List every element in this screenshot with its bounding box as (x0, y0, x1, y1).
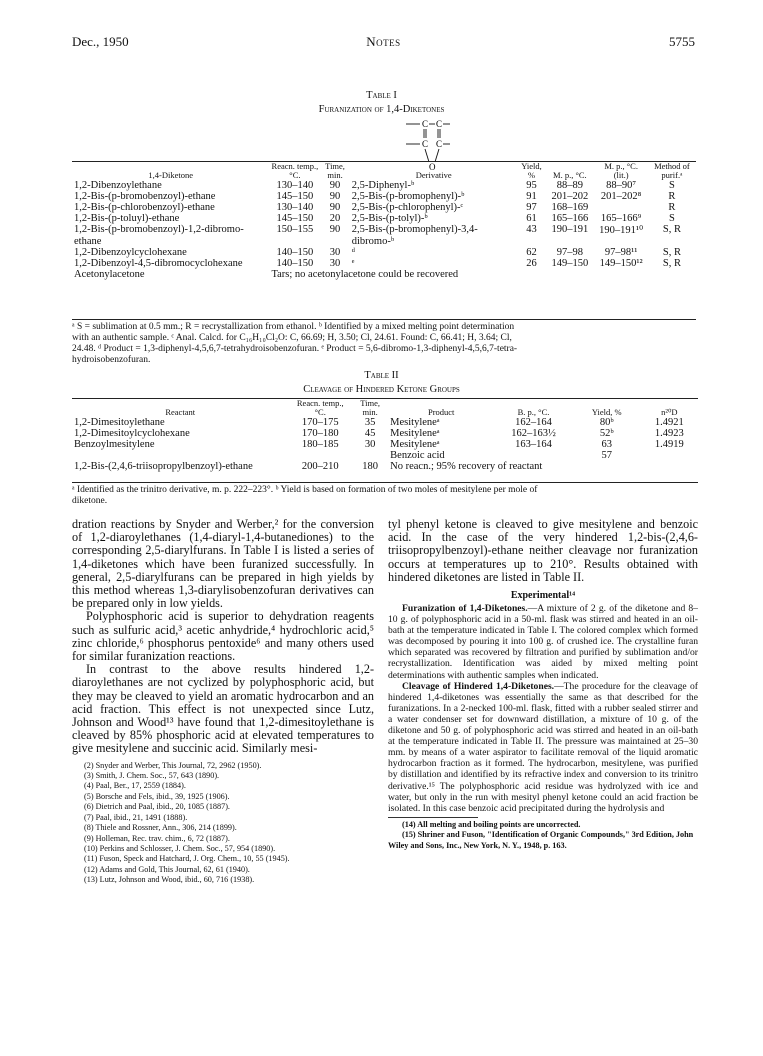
table1-cell-derivative: ᵉ (351, 258, 355, 269)
table2-footnote: ᵃ Identified as the trinitro derivative, m. p. 222–223°. ᵇ Yield is based on formation of two moles of mesitylene per mole of (72, 485, 538, 495)
table2-cell-time: 35 (364, 417, 376, 428)
table2-cell-time (352, 450, 388, 461)
table1-cell-time: 90 (329, 202, 341, 213)
table2-cell-bp (494, 450, 573, 461)
table1-cell-mplit: 165–166⁹ (600, 213, 642, 224)
table1-cell-mp: 165–166 (551, 213, 589, 224)
references-list (72, 761, 374, 886)
table1-cell-method: S, R (662, 258, 681, 269)
footnotes-list (388, 820, 698, 851)
table1-cell-time (320, 236, 349, 247)
table2-cell-yield: 52ᵇ (599, 428, 614, 439)
table2-cell-reactant: Benzoylmesitylene (74, 439, 155, 450)
subheading: Furanization of 1,4-Diketones. (402, 603, 528, 615)
table1-cell-method: S, R (662, 224, 681, 235)
table1-cell-diketone: 1,2-Dibenzoylcyclohexane (74, 247, 187, 258)
table1-acetonylacetone-row (72, 269, 696, 280)
table1-cell-temp: 145–150 (276, 191, 314, 202)
table1-col-method: Method of purif.ᵃ (654, 161, 690, 180)
table1-cell-mp: 190–191 (551, 224, 589, 235)
table2-bottom-rule (72, 482, 698, 483)
table1-cell-yield: 62 (526, 247, 537, 258)
table2-col-yield: Yield, % (591, 407, 622, 417)
table1-cell-mplit: 190–191¹⁰ (599, 225, 644, 236)
table1-cell-yield: 61 (526, 213, 537, 224)
table1-cell-temp: 130–140 (276, 202, 314, 213)
table1-col-mp: M. p., °C. (553, 170, 587, 180)
table-row (72, 202, 696, 213)
table-row (72, 180, 696, 191)
table1-cell-mplit: 201–202⁸ (600, 191, 642, 202)
table1-footnotes (72, 322, 698, 366)
table1-footnote: with an authentic sample. ᶜ Anal. Calcd. for C₁₆H₁₀Cl₂O: C, 66.69; H, 3.50; Cl, 24.61. Found: C, 66.41; H, 3.64; Cl, (72, 333, 512, 343)
table2-col-product: Product (427, 407, 455, 417)
table-row (72, 236, 696, 247)
table-row (72, 247, 696, 258)
table1-cell-mp: 97–98 (556, 247, 583, 258)
table1-cell-yield: 97 (526, 202, 537, 213)
table1-cell-diketone: 1,2-Bis-(p-bromobenzoyl)-ethane (74, 191, 216, 202)
table1-caption: Table I (366, 90, 397, 101)
table2-cell-time: 30 (364, 439, 376, 450)
table2-cell-temp: 170–180 (301, 428, 339, 439)
table1-cell-derivative: 2,5-Diphenyl-ᵇ (351, 180, 415, 191)
table2-cell-reactant: 1,2-Dimesitoylcyclohexane (74, 428, 190, 439)
table1-cell-derivative: 2,5-Bis-(p-bromophenyl)-ᵇ (351, 191, 465, 202)
table2-caption: Table II (364, 370, 399, 381)
table1-footnote: ᵃ S = sublimation at 0.5 mm.; R = recrystallization from ethanol. ᵇ Identified by a mixed melting point determination (72, 322, 515, 332)
table-row (72, 428, 698, 439)
table2-cell: 200–210 (301, 461, 339, 472)
table1-cell-mp: 88–89 (556, 180, 583, 191)
table-row (72, 450, 698, 461)
table2-cell-bp: 162–163½ (511, 428, 556, 439)
table2-cell-note: No reacn.; 95% recovery of reactant (390, 461, 543, 472)
table1-col-derivative: Derivative (415, 170, 452, 180)
table1-cell-temp (269, 236, 320, 247)
table1-cell-diketone: 1,2-Dibenzoyl-4,5-dibromocyclohexane (74, 258, 243, 269)
table1-cell: Acetonylacetone (74, 269, 145, 280)
running-header (72, 34, 695, 50)
reference-item: (2) Snyder and Werber, This Journal, 72, 2962 (1950). (84, 760, 262, 770)
table1-cell-time: 30 (329, 247, 341, 258)
table1-cell-temp: 145–150 (276, 213, 314, 224)
table1-cell-time: 90 (329, 191, 341, 202)
reference-item: (7) Paal, ibid., 21, 1491 (1888). (84, 812, 188, 822)
table1-cell-temp: 140–150 (276, 258, 314, 269)
table1-cell-yield: 43 (526, 224, 537, 235)
table1-cell-mp: 149–150 (551, 258, 589, 269)
table1-cell-temp: 150–155 (276, 224, 314, 235)
table2-triisopropyl-row (72, 461, 698, 472)
header-date: Dec., 1950 (72, 34, 129, 49)
reference-item: (10) Perkins and Schlosser, J. Chem. Soc., 57, 954 (1890). (84, 843, 276, 853)
experimental-heading: Experimental¹⁴ (510, 590, 576, 602)
experimental-paragraph (388, 603, 698, 681)
table2-cell-temp: 180–185 (301, 439, 339, 450)
table2-cell-reactant (72, 450, 288, 461)
table2-cell-nd: 1.4923 (654, 428, 684, 439)
table2-col-temp: Reacn. temp., °C. (296, 398, 344, 417)
table1-cell-derivative: 2,5-Bis-(p-tolyl)-ᵇ (351, 213, 428, 224)
subheading: Cleavage of Hindered 1,4-Diketones. (402, 680, 555, 692)
table2-header-row (72, 399, 698, 417)
table1-cell-derivative: 2,5-Bis-(p-bromophenyl)-3,4- (351, 224, 478, 235)
table1-cell-method (648, 236, 696, 247)
table1-cell-diketone: 1,2-Bis-(p-chlorobenzoyl)-ethane (74, 202, 215, 213)
table1-cell-temp: 130–140 (276, 180, 314, 191)
svg-text:C: C (436, 139, 443, 149)
table1-cell-note: Tars; no acetonylacetone could be recovered (271, 269, 459, 280)
table1-cell-diketone: 1,2-Dibenzoylethane (74, 180, 162, 191)
table1-cell-method: R (668, 202, 676, 213)
table2-cell: 180 (362, 461, 378, 472)
footnote-divider (388, 817, 478, 818)
table1-bottom-rule (72, 319, 696, 320)
table1-cell-diketone: 1,2-Bis-(p-bromobenzoyl)-1,2-dibromo- (74, 224, 244, 235)
table-row (72, 258, 696, 269)
table2-footnotes (72, 485, 698, 507)
left-column (72, 518, 374, 886)
table2-cell-product: Mesityleneᵃ (390, 439, 440, 450)
table2-footnote: diketone. (72, 496, 108, 506)
table1-cell-yield (518, 236, 546, 247)
table2-cell-time: 45 (364, 428, 376, 439)
table1-col-yield: Yield, % (521, 161, 542, 180)
svg-text:O: O (429, 162, 436, 172)
table2-cell-bp: 163–164 (515, 439, 552, 450)
table1-cell-yield: 26 (526, 258, 537, 269)
table1 (72, 162, 696, 280)
experimental-text: —The procedure for the cleavage of hindered 1,4-diketones was essentially the same as that described for the furanizations. In a 2-necked 100-ml. flask, fitted with a rubber sealed stirrer and a water condenser set for downward distillation, a mixture of 10 g. of the diketone and 50 g. of polyphosphoric acid was stirred and heated in an oil-bath at the temperature indicated in Table II. The pressure was maintained at 25–30 mm. by means of a water aspirator to facilitate removal of the liquid aromatic hydrocarbon fraction as it formed. The hydrocarbon, mesitylene, was purified by distillation and identified by its refractive index and conversion to its trinitro derivative.¹⁵ The polyphosphoric acid residue was hydrolyzed with ice and water, but only in the run with mesityl phenyl ketone could an acid fraction be isolated. In this case benzoic acid precipitated during the hydrolysis and (388, 680, 698, 814)
table2-cell-temp: 170–175 (301, 417, 339, 428)
table-row (72, 191, 696, 202)
body-paragraph: In contrast to the above results hindered 1,2-diaroylethanes are not cyclized by polyphosphoric acid, but they may be cleaved to yield an aromatic hydrocarbon and an acid fraction. This effect is not unexpected since Lutz, Johnson and Wood¹³ have found that 1,2-dimesitoylethane is cleaved by 85% phosphoric acid at elevated temperatures to give mesitylene and succinic acid. Similarly mesi- (72, 662, 374, 756)
reference-item: (6) Dietrich and Paal, ibid., 20, 1085 (1887). (84, 802, 230, 812)
table2-subtitle: Cleavage of Hindered Ketone Groups (303, 384, 460, 395)
table1-cell-time: 20 (329, 213, 341, 224)
footnote-item: (15) Shriner and Fuson, "Identification of Organic Compounds," 3rd Edition, John Wiley and Sons, Inc., New York, N. Y., 1948, p. 163. (388, 830, 694, 850)
table2-cell-yield: 63 (601, 439, 612, 450)
table1-cell-mplit: 149–150¹² (599, 258, 643, 269)
reference-item: (8) Thiele and Rossner, Ann., 306, 214 (1899). (84, 823, 237, 833)
table1-cell-temp: 140–150 (276, 247, 314, 258)
body-paragraph: tyl phenyl ketone is cleaved to give mesitylene and benzoic acid. In the case of the very hindered 1,2-bis-(2,4,6-triisopropylbenzoyl)-ethane neither cleavage nor furanization occurs at temperatures up to 210°. Results obtained with hindered diketones are listed in Table II. (388, 517, 698, 584)
table1-cell-mplit: 97–98¹¹ (604, 247, 638, 258)
table2-cell-yield: 57 (601, 450, 612, 461)
table2-cell-product: Benzoic acid (390, 450, 445, 461)
table1-cell-derivative: ᵈ (351, 247, 356, 258)
reference-item: (11) Fuson, Speck and Hatchard, J. Org. Chem., 10, 55 (1945). (84, 854, 290, 864)
table2-cell: 1,2-Bis-(2,4,6-triisopropylbenzoyl)-ethane (74, 461, 253, 472)
table2-col-nd: n²⁰D (661, 407, 678, 417)
table1-cell-diketone: ethane (74, 236, 102, 247)
header-section: Notes (366, 34, 401, 49)
svg-text:C: C (436, 119, 443, 129)
table1-cell-mp: 168–169 (551, 202, 589, 213)
table1-col-diketone: 1,4-Diketone (148, 170, 194, 180)
table2-cell-temp (288, 450, 352, 461)
table1-cell-diketone: 1,2-Bis-(p-toluyl)-ethane (74, 213, 180, 224)
table1-subtitle: Furanization of 1,4-Diketones (318, 104, 445, 115)
table1-cell-mplit (594, 236, 647, 247)
table-row (72, 224, 696, 236)
reference-item: (13) Lutz, Johnson and Wood, ibid., 60, 716 (1938). (84, 875, 255, 885)
table2-cell-bp: 162–164 (515, 417, 552, 428)
table1-col-mplit: M. p., °C. (lit.) (604, 161, 638, 180)
body-paragraph: Polyphosphoric acid is superior to dehydration reagents such as sulfuric acid,³ acetic anhydride,⁴ hydrochloric acid,⁵ zinc chloride,⁶ phosphorus pentoxide⁶ and many others used for similar furanization reactions. (72, 609, 374, 664)
reference-item: (4) Paal, Ber., 17, 2559 (1884). (84, 781, 186, 791)
table1-cell-derivative: 2,5-Bis-(p-chlorophenyl)-ᶜ (351, 202, 464, 213)
table1-cell-method: R (668, 191, 676, 202)
table1-cell-mplit (594, 202, 647, 213)
table1-cell-mp (545, 236, 594, 247)
table1-cell-yield: 95 (526, 180, 537, 191)
table1-cell-method: S (669, 180, 675, 191)
experimental-text: —A mixture of 2 g. of the diketone and 8–10 g. of polyphosphoric acid in a 50-ml. flask was stirred and heated in an oil-bath at the temperature indicated in Table I. The colored complex which formed was decomposed by pouring it into 100 g. of crushed ice. The crystalline furan which separated was recovered by filtration and purified by sublimation and/or recrystallization. Identification was aided by mixed melting point determinations with authentic samples when indicated. (388, 603, 698, 681)
table1-cell-mp: 201–202 (551, 191, 589, 202)
table-row (72, 417, 698, 428)
table2 (72, 399, 698, 472)
table1-footnote: 24.48. ᵈ Product = 1,3-diphenyl-4,5,6,7-tetrahydroisobenzofuran. ᵉ Product = 5,6-dibromo-1,3-diphenyl-4,5,6,7-tetra- (72, 344, 518, 354)
body-paragraph: dration reactions by Snyder and Werber,² for the conversion of 1,2-diaroylethanes (1,4-diaryl-1,4-butanediones) to the corresponding 2,5-diarylfurans. In Table I is listed a series of 1,4-diketones which have been furanized successfully. In general, 2,5-diarylfurans can be prepared in high yields by this method whereas 1,3-diarylisobenzofuran derivatives can be prepared only in low yields. (72, 517, 374, 611)
svg-text:C: C (422, 139, 429, 149)
table1-cell-time: 90 (329, 180, 341, 191)
reference-item: (3) Smith, J. Chem. Soc., 57, 643 (1890). (84, 771, 220, 781)
table1-cell-time: 90 (329, 224, 341, 235)
table1-cell-mplit: 88–90⁷ (606, 180, 637, 191)
table1-cell-method: S, R (662, 247, 681, 258)
table2-col-time: Time, min. (360, 398, 380, 417)
footnote-item: (14) All melting and boiling points are uncorrected. (402, 819, 581, 829)
table2-col-bp: B. p., °C. (517, 407, 550, 417)
table1-cell-time: 30 (329, 258, 341, 269)
table1-cell-yield: 91 (526, 191, 537, 202)
table2-cell-nd: 1.4921 (654, 417, 684, 428)
table2-cell-reactant: 1,2-Dimesitoylethane (74, 417, 165, 428)
table2-col-reactant: Reactant (165, 407, 196, 417)
table2-cell-nd (641, 450, 698, 461)
experimental-paragraph (388, 681, 698, 814)
reference-item: (5) Borsche and Fels, ibid., 39, 1925 (1906). (84, 791, 230, 801)
table1-col-time: Time, min. (325, 161, 345, 180)
header-page-number: 5755 (669, 34, 695, 49)
table-row (72, 439, 698, 450)
right-column (388, 518, 698, 851)
table1-footnote: hydroisobenzofuran. (72, 355, 151, 365)
table-row (72, 213, 696, 224)
table1-col-temp: Reacn. temp., °C. (271, 161, 319, 180)
table1-header-row (72, 162, 696, 180)
reference-item: (9) Holleman, Rec. trav. chim., 6, 72 (1887). (84, 833, 230, 843)
table2-cell-product: Mesityleneᵃ (390, 417, 440, 428)
reference-item: (12) Adams and Gold, This Journal, 62, 61 (1940). (84, 864, 250, 874)
svg-text:C: C (422, 119, 429, 129)
table1-cell-method: S (669, 213, 675, 224)
table1-cell-derivative: dibromo-ᵇ (351, 236, 395, 247)
table2-cell-nd: 1.4919 (654, 439, 684, 450)
table2-cell-yield: 80ᵇ (599, 417, 614, 428)
table2-cell-product: Mesityleneᵃ (390, 428, 440, 439)
